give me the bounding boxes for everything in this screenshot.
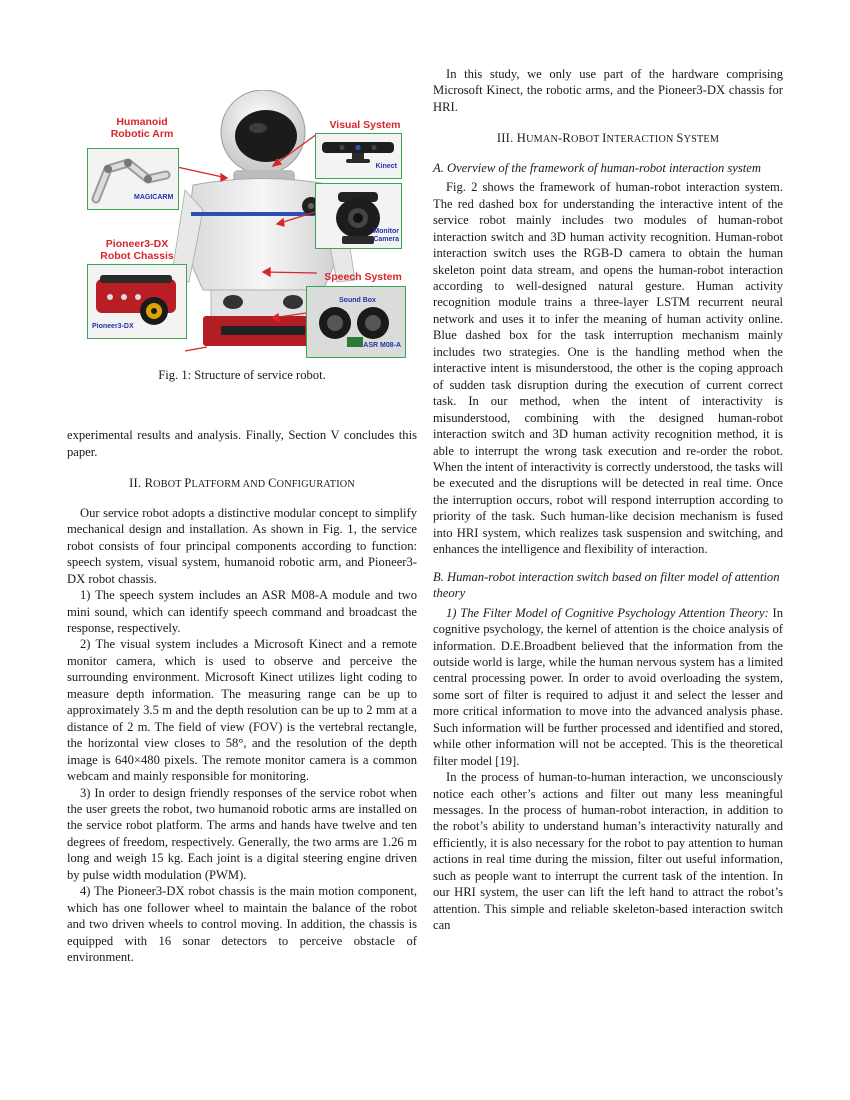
image-kinect (315, 133, 402, 179)
paragraph-robotic-arms: 3) In order to design friendly responses of the service robot when the user greets the robot, two humanoid robotic arms are installed on the service robot platform. The arms and hands have twelve and ten degrees of freedom, respectively. Generally, the two arms are 1.26 m long and weigh 15 kg. Each joint is a digital steering engine driven by pulse width modulation (PWM). (67, 785, 417, 882)
label-humanoid-arm: Humanoid Robotic Arm (110, 116, 174, 140)
tag-monitor-camera: Monitor Camera (373, 228, 399, 243)
figure-1 (67, 66, 417, 356)
paragraph-intro-end: experimental results and analysis. Finally, Section V concludes this paper. (67, 428, 417, 459)
section-heading-2: II. ROBOT PLATFORM AND CONFIGURATION (129, 476, 355, 491)
tag-magicarm: MAGICARM (134, 193, 174, 201)
paragraph-human-interaction: In the process of human-to-human interaction, we unconsciously notice each other’s actions and filter out many less meaningful messages. In the process of human-robot interaction, in addition to the robot’s ability to understand human’s interactivity naturally and efficiently, it is also necessary for the robot to pay attention to human actions in real time during the mission, filter out useful information, such as people want to interrupt the current task of the intention. In our HRI system, the user can lift the left hand to attract the robot’s attention. This simple and reliable skeleton-based interaction switch can (433, 770, 783, 933)
paragraph-visual-system: 2) The visual system includes a Microsoft Kinect and a remote monitor camera, which is used to observe and perceive the surrounding environment. Microsoft Kinect utilizes light coding to measure depth information. The measuring range can be up to approximately 3.5 m and the depth resolution can be up to 2 mm at a distance of 2 m. The field of view (FOV) is the vertebral rectangle, the horizontal view closes to 58°, and the resolution of the depth image is 640×480 pixels. The remote monitor camera is a common webcam and mainly responsible for monitoring. (67, 637, 417, 784)
paragraph-chassis: 4) The Pioneer3-DX robot chassis is the main motion component, which has one follower wheel to maintain the balance of the robot and two driven wheels to control moving. In addition, the chassis is equipped with 16 sonar detectors to perceive obstacle of environment. (67, 884, 417, 965)
paragraph-robot-platform: Our service robot adopts a distinctive modular concept to simplify mechanical design and installation. As shown in Fig. 1, the service robot consists of four principal components according to function: speech system, visual system, humanoid robotic arm, and Pioneer3-DX robot chassis. (67, 505, 417, 586)
subsection-heading-a: A. Overview of the framework of human-robot interaction system (433, 160, 761, 175)
figure-caption: Fig. 1: Structure of service robot. (158, 368, 326, 382)
tag-asr: ASR M08-A (363, 341, 401, 349)
label-speech-system: Speech System (324, 271, 402, 283)
subsection-heading-b: B. Human-robot interaction switch based on filter model of attention theory (433, 569, 780, 601)
right-column (433, 66, 783, 934)
paragraph-filter-model-head: 1) The Filter Model of Cognitive Psychology Attention Theory: (446, 605, 769, 620)
paragraph-filter-model: 1) The Filter Model of Cognitive Psychology Attention Theory: In cognitive psychology, the kernel of attention is the choice analysis of information. D.E.Broadbent believed that the information from the outside world is large, while the human nervous system has a limited central processing power. In order to avoid overloading the system, some sort of filter is required to adjust it and select the lesser and more critical information to move into the advanced analysis phase. Such information will be further processed and identified and stored, while other information will not be accepted. This is the theoretical filter model [19]. (433, 605, 783, 768)
image-speech-system (306, 286, 406, 358)
left-column (67, 66, 417, 966)
paragraph-framework-overview: Fig. 2 shows the framework of human-robot interaction system. The red dashed box for understanding the interactive intent of the service robot mainly includes two modules of human-robot interaction switch and 3D human activity recognition. Human-robot interaction switch uses the RGB-D camera to obtain the human skeleton point data stream, and opens the human-robot interaction according to well-designed natural gesture. Human activity recognition module trains a three-layer LSTM recurrent neural network and uses it to infer the meaning of human activity online. Blue dashed box for the task interruption mechanism mainly includes two strategies. One is the handling method when the interactive intent is misunderstood, the other is the coping approach of sudden task disruption during the execution of current correct task. In our method, when the intent of interactivity is misunderstood, combining with the designed human-robot interaction switch and 3D human activity recognition method, it is able to interrupt the wrong task execution and re-order the robot. When the intent of interactivity is correctly understood, the tasks will be executed and the disruptions will be detected in real time. Once the interruption occurs, robot will respond interruption according to priority of the task. Such human-like decision mechanism is fused into HRI system, which realizes task suspension and switching, and enhances the intelligence and flexibility of interaction. (433, 180, 783, 557)
paragraph-speech-system: 1) The speech system includes an ASR M08-A module and two mini sound, which can identify speech command and broadcast the response, respectively. (67, 588, 417, 635)
image-pioneer-chassis (87, 264, 187, 339)
label-robot-chassis: Pioneer3-DX Robot Chassis (100, 238, 174, 262)
paragraph-hardware-use: In this study, we only use part of the hardware comprising Microsoft Kinect, the robotic arms, and the Pioneer3-DX chassis for HRI. (433, 67, 783, 114)
image-robotic-arm (87, 148, 179, 210)
section-heading-3: III. HUMAN-ROBOT INTERACTION SYSTEM (496, 131, 720, 146)
tag-kinect: Kinect (375, 162, 397, 170)
image-monitor-camera (315, 183, 402, 249)
label-visual-system: Visual System (329, 119, 401, 131)
tag-pioneer: Pioneer3-DX (92, 322, 134, 330)
tag-sound-box: Sound Box (339, 297, 376, 304)
